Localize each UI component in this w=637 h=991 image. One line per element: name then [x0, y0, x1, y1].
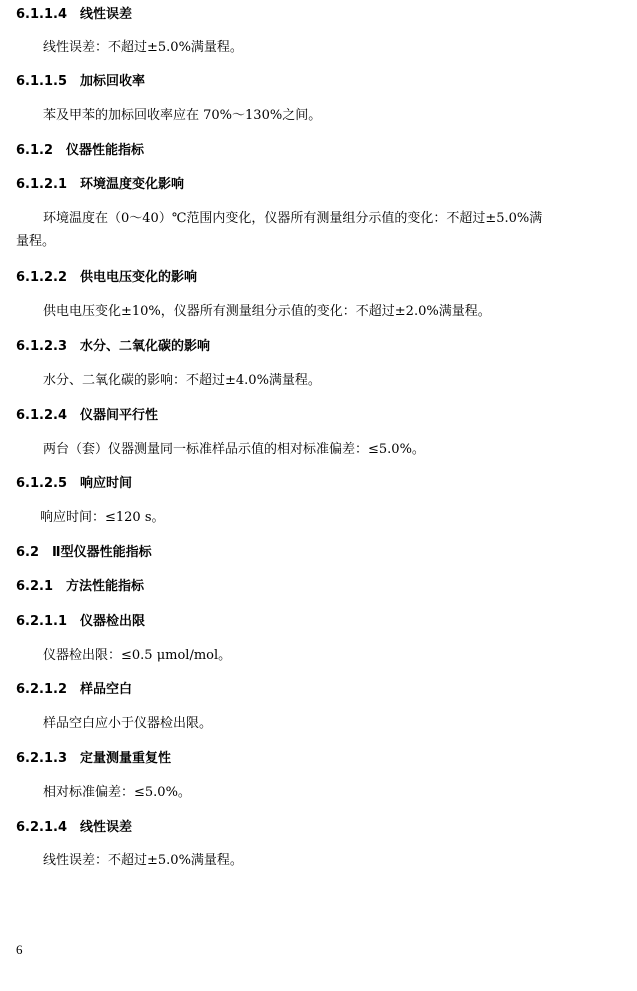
section-heading-6-1-1-4: 6.1.1.4 线性误差 [16, 7, 132, 22]
section-heading-6-1-2-4: 6.1.2.4 仪器间平行性 [16, 408, 158, 423]
section-heading-6-1-2-3: 6.1.2.3 水分、二氧化碳的影响 [16, 339, 210, 354]
paragraph-temperature-effect-continued: 量程。 [16, 234, 56, 249]
section-heading-6-1-2: 6.1.2 仪器性能指标 [16, 143, 145, 158]
section-heading-6-1-2-2: 6.1.2.2 供电电压变化的影响 [16, 270, 197, 285]
page-number: 6 [16, 942, 23, 957]
paragraph-instrument-parallelism: 两台（套）仪器测量同一标准样品示值的相对标准偏差：≤5.0%。 [43, 442, 425, 457]
section-heading-6-2-1-2: 6.2.1.2 样品空白 [16, 682, 132, 697]
paragraph-linear-error-2: 线性误差：不超过±5.0%满量程。 [43, 853, 243, 868]
paragraph-sample-blank: 样品空白应小于仪器检出限。 [43, 716, 213, 731]
paragraph-repeatability: 相对标准偏差：≤5.0%。 [43, 785, 191, 800]
paragraph-detection-limit: 仪器检出限：≤0.5 μmol/mol。 [43, 648, 232, 663]
section-heading-6-2-1-4: 6.2.1.4 线性误差 [16, 820, 132, 835]
paragraph-moisture-co2-effect: 水分、二氧化碳的影响：不超过±4.0%满量程。 [43, 373, 321, 388]
section-heading-6-1-2-5: 6.1.2.5 响应时间 [16, 476, 132, 491]
paragraph-response-time: 响应时间：≤120 s。 [40, 510, 165, 525]
section-heading-6-1-1-5: 6.1.1.5 加标回收率 [16, 74, 145, 89]
section-heading-6-2-1: 6.2.1 方法性能指标 [16, 579, 145, 594]
section-heading-6-2: 6.2 Ⅱ型仪器性能指标 [16, 545, 152, 560]
paragraph-spike-recovery: 苯及甲苯的加标回收率应在 70%～130%之间。 [43, 108, 322, 123]
paragraph-temperature-effect: 环境温度在（0～40）℃范围内变化，仪器所有测量组分示值的变化：不超过±5.0%满 [43, 211, 543, 226]
section-heading-6-2-1-1: 6.2.1.1 仪器检出限 [16, 614, 145, 629]
paragraph-voltage-effect: 供电电压变化±10%，仪器所有测量组分示值的变化：不超过±2.0%满量程。 [43, 304, 491, 319]
section-heading-6-1-2-1: 6.1.2.1 环境温度变化影响 [16, 177, 184, 192]
paragraph-linear-error: 线性误差：不超过±5.0%满量程。 [43, 40, 243, 55]
section-heading-6-2-1-3: 6.2.1.3 定量测量重复性 [16, 751, 171, 766]
